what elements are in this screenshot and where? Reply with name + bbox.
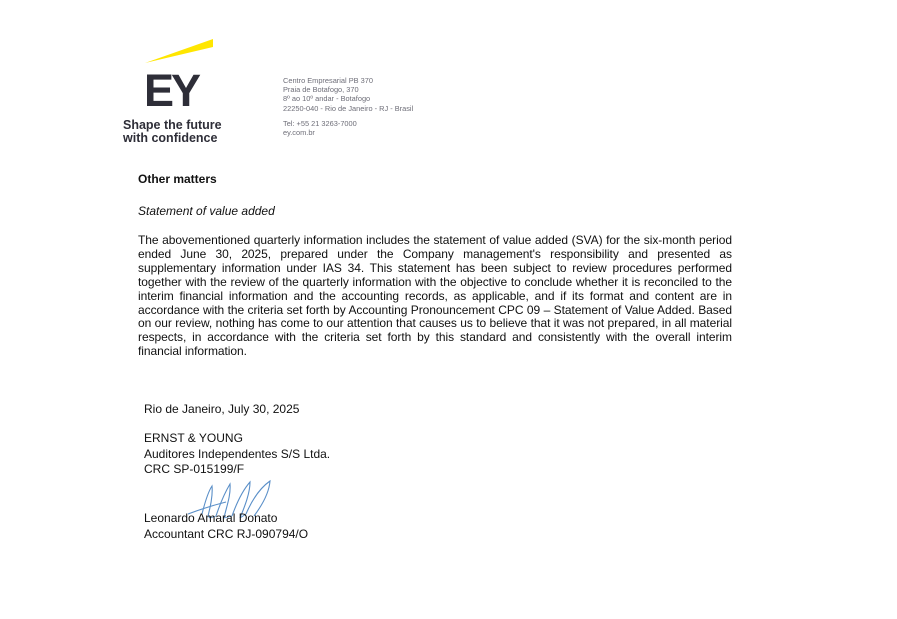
logo-tagline	[123, 119, 233, 145]
tagline-line-2: with confidence	[123, 131, 218, 145]
sva-paragraph: The abovementioned quarterly information includes the statement of value added (SVA) for the six-month period ended June 30, 2025, prepared under the Company management's responsibility and presented as supplementary information under IAS 34. This statement has been subject to review procedures performed together with the review of the quarterly information with the objective to conclude whether it is reconciled to the interim financial information and the accounting records, as applicable, and if its format and content are in accordance with the criteria set forth by Accounting Pronouncement CPC 09 – Statement of Value Added. Based on our review, nothing has come to our attention that causes us to believe that it was not prepared, in all material respects, in accordance with the criteria set forth by this standard and consistently with the overall interim financial information.	[138, 233, 732, 359]
report-body	[138, 171, 732, 359]
tagline-line-1: Shape the future	[123, 118, 222, 132]
firm-details	[144, 431, 330, 478]
signer-details	[144, 511, 308, 542]
address-line-1: Centro Empresarial PB 370	[283, 76, 373, 85]
subsection-title: Statement of value added	[138, 204, 275, 218]
firm-crc: CRC SP-015199/F	[144, 462, 245, 476]
office-address	[283, 76, 413, 137]
place-date: Rio de Janeiro, July 30, 2025	[144, 402, 300, 416]
firm-entity: Auditores Independentes S/S Ltda.	[144, 446, 331, 461]
address-line-2: Praia de Botafogo, 370	[283, 85, 359, 95]
address-line-4: 22250-040 - Rio de Janeiro - RJ - Brasil	[283, 103, 414, 113]
signer-name: Leonardo Amaral Donato	[144, 511, 278, 525]
address-website: ey.com.br	[283, 128, 315, 138]
ey-logo	[118, 38, 228, 146]
signature-block	[144, 402, 330, 478]
logo-letters: EY	[144, 65, 199, 116]
address-line-3: 8º ao 10º andar - Botafogo	[283, 94, 371, 104]
firm-name: ERNST & YOUNG	[144, 431, 243, 445]
signer-title: Accountant CRC RJ-090794/O	[144, 526, 309, 541]
address-phone: Tel: +55 21 3263-7000	[283, 118, 357, 128]
section-title: Other matters	[138, 172, 217, 186]
